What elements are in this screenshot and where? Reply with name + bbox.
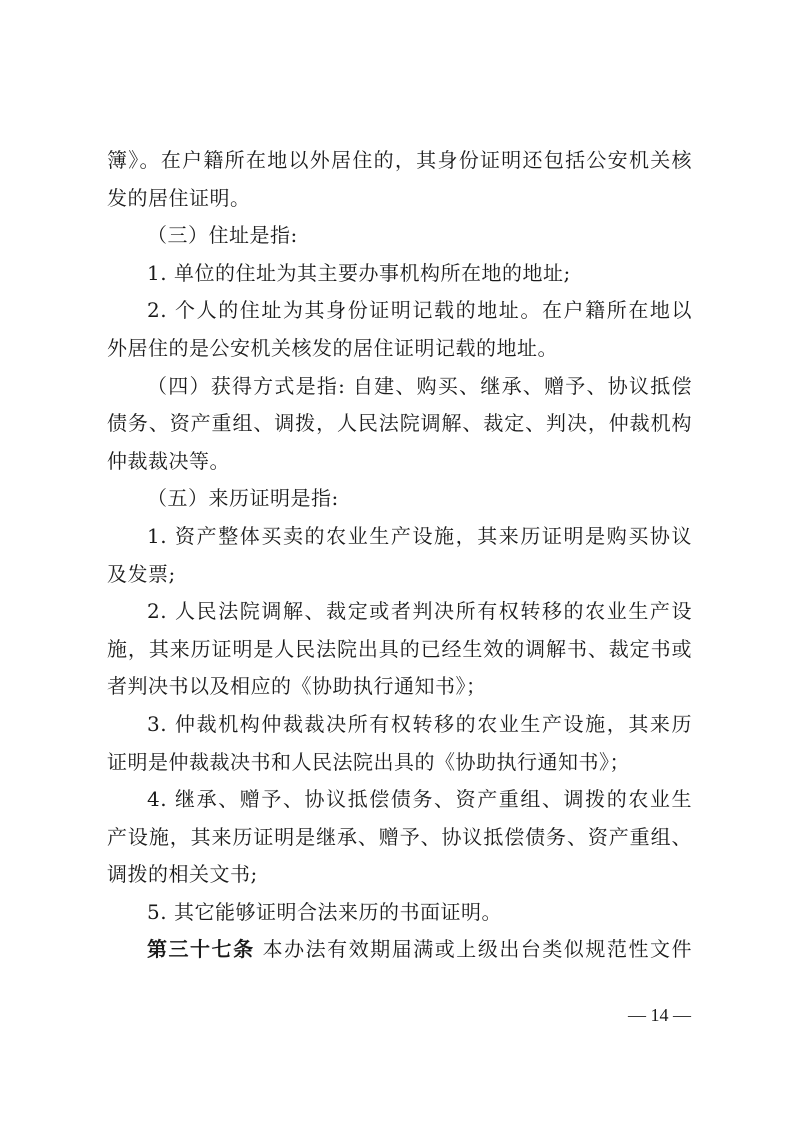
text-line: 发的居住证明。 <box>107 185 251 210</box>
article-title: 第三十七条 <box>147 937 255 962</box>
text-line: 及发票; <box>107 561 176 586</box>
page-number: — 14 — <box>628 1005 691 1025</box>
text-line: 施，其来历证明是人民法院出具的已经生效的调解书、裁定书或 <box>107 636 692 661</box>
text-line: 4. 继承、赠予、协议抵偿债务、资产重组、调拨的农业生 <box>147 787 692 812</box>
text-line: 簿》。在户籍所在地以外居住的，其身份证明还包括公安机关核 <box>107 148 692 172</box>
text-line: 2. 个人的住址为其身份证明记载的地址。在户籍所在地以 <box>147 298 692 323</box>
article-text: 本办法有效期届满或上级出台类似规范性文件 <box>262 937 693 962</box>
text-line: 调拨的相关文书; <box>107 862 258 887</box>
text-line: 证明是仲裁裁决书和人民法院出具的《协助执行通知书》； <box>107 749 630 774</box>
text-line: 1. 资产整体买卖的农业生产设施，其来历证明是购买协议 <box>147 523 692 548</box>
text-line: 2. 人民法院调解、裁定或者判决所有权转移的农业生产设 <box>147 599 692 624</box>
body-text <box>107 142 692 969</box>
text-line: 债务、资产重组、调拨，人民法院调解、裁定、判决，仲裁机构 <box>107 411 692 436</box>
article-line <box>107 931 692 969</box>
text-line: 3. 仲裁机构仲裁裁决所有权转移的农业生产设施，其来历 <box>147 711 692 736</box>
section-heading: （三）住址是指: <box>147 223 298 248</box>
section-heading: （五）来历证明是指: <box>147 486 339 511</box>
text-line: 仲裁裁决等。 <box>107 448 230 473</box>
text-line: 产设施，其来历证明是继承、赠予、协议抵偿债务、资产重组、 <box>107 824 692 849</box>
text-line: 1. 单位的住址为其主要办事机构所在地的地址; <box>147 260 571 285</box>
section-heading: （四）获得方式是指: 自建、购买、继承、赠予、协议抵偿 <box>147 373 692 398</box>
text-line: 者判决书以及相应的《协助执行通知书》； <box>107 674 487 699</box>
text-line: 5. 其它能够证明合法来历的书面证明。 <box>147 899 502 924</box>
text-line: 外居住的是公安机关核发的居住证明记载的地址。 <box>107 335 558 360</box>
